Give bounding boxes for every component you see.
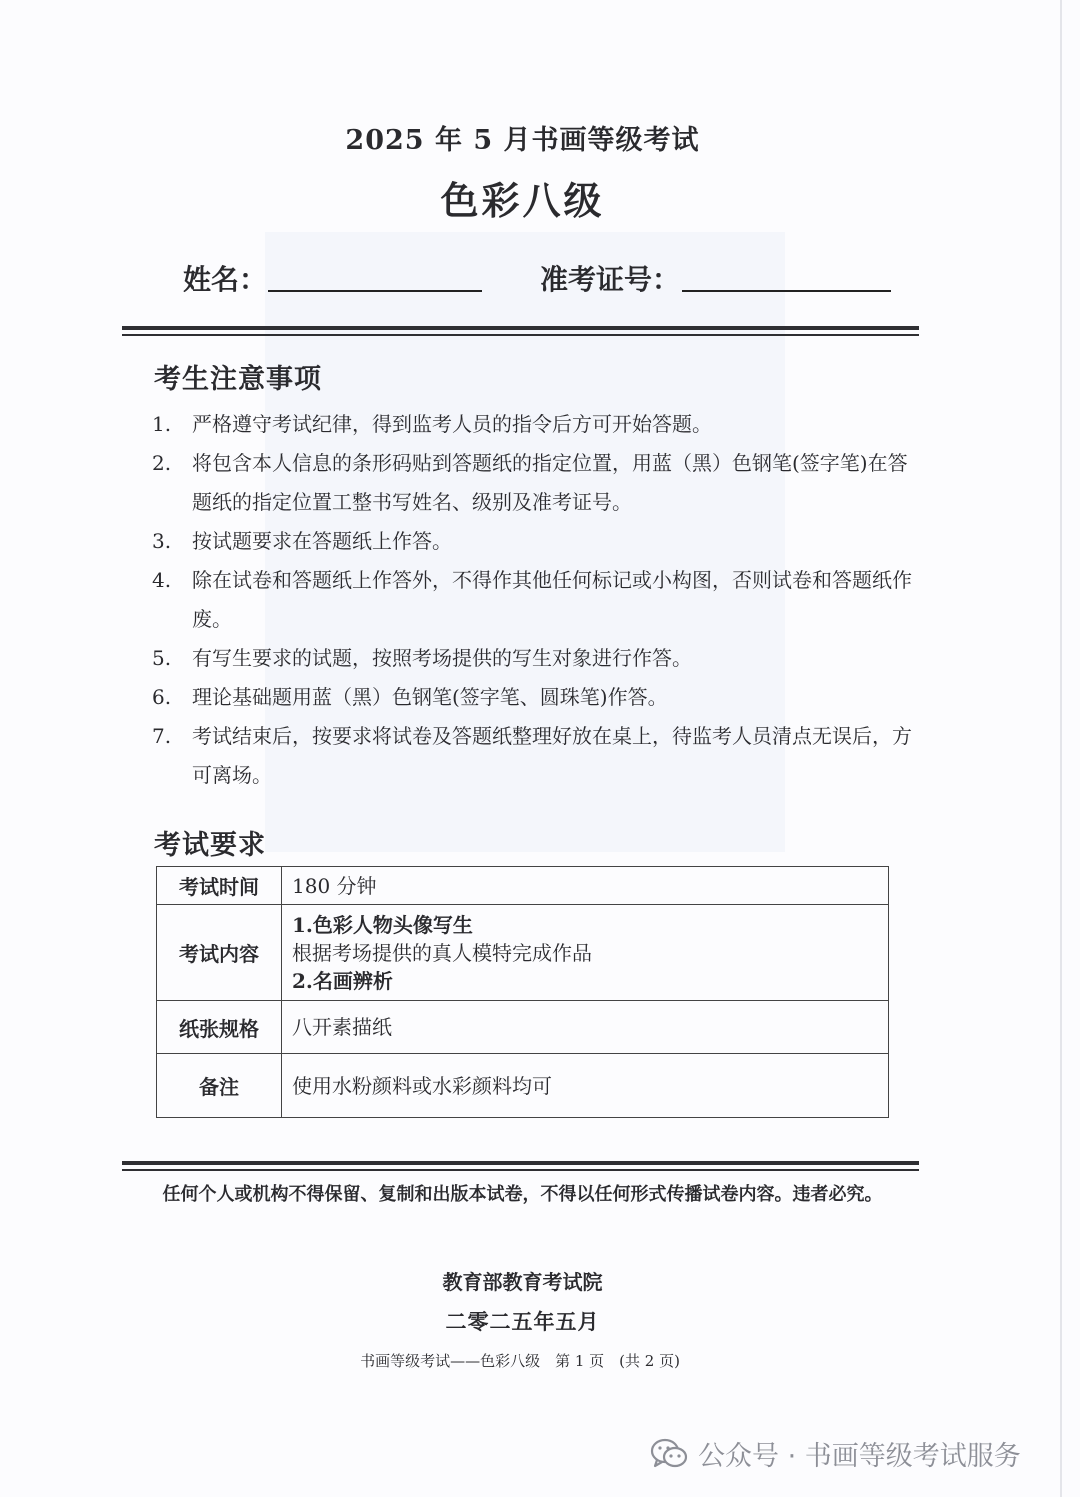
notice-item [152, 717, 912, 795]
notice-item [152, 639, 912, 678]
wechat-watermark [650, 1434, 1021, 1473]
top-divider [122, 326, 919, 336]
page-footer: 书画等级考试——色彩八级 第 1 页 (共 2 页) [360, 1352, 680, 1370]
table-row [157, 1001, 889, 1054]
notices-heading: 考生注意事项 [154, 364, 322, 395]
name-blank[interactable] [268, 290, 482, 292]
notice-number: 3. [152, 529, 172, 553]
notice-text: 按试题要求在答题纸上作答。 [192, 529, 452, 553]
content-item-painting-identification: 2.名画辨析 [292, 968, 393, 993]
notice-item [152, 561, 912, 639]
paper-edge-shadow [1060, 0, 1062, 1497]
notice-number: 5. [152, 646, 172, 670]
exam-time-value: 180 分钟 [282, 867, 889, 905]
requirements-table [156, 866, 889, 1118]
content-item-portrait-desc: 根据考场提供的真人模特完成作品 [292, 940, 592, 965]
watermark-text: 公众号 · 书画等级考试服务 [698, 1441, 1021, 1472]
table-row [157, 867, 889, 905]
notice-text: 有写生要求的试题，按照考场提供的写生对象进行作答。 [192, 646, 692, 670]
issue-date: 二零二五年五月 [445, 1309, 600, 1334]
copyright-notice: 任何个人或机构不得保留、复制和出版本试卷，不得以任何形式传播试卷内容。违者必究。 [162, 1184, 883, 1205]
exam-id-blank[interactable] [682, 290, 891, 292]
content-item-portrait: 1.色彩人物头像写生 [292, 912, 473, 937]
exam-content-key: 考试内容 [157, 905, 282, 1001]
notice-item [152, 405, 912, 444]
issuer: 教育部教育考试院 [442, 1270, 603, 1294]
exam-content-value [282, 905, 889, 1001]
notice-text: 严格遵守考试纪律，得到监考人员的指令后方可开始答题。 [192, 412, 712, 436]
notice-item [152, 444, 912, 522]
table-row [157, 905, 889, 1001]
remarks-key: 备注 [157, 1054, 282, 1118]
bottom-divider [122, 1161, 919, 1171]
exam-title: 2025 年 5 月书画等级考试 [345, 125, 700, 156]
name-label: 姓名： [183, 263, 268, 296]
notice-text: 将包含本人信息的条形码贴到答题纸的指定位置，用蓝（黑）色钢笔(签字笔)在答题纸的指定位置工整书写姓名、级别及准考证号。 [192, 451, 908, 514]
paper-spec-value: 八开素描纸 [282, 1001, 889, 1054]
notice-text: 除在试卷和答题纸上作答外，不得作其他任何标记或小构图，否则试卷和答题纸作废。 [192, 568, 912, 631]
notice-number: 7. [152, 724, 172, 748]
notice-text: 理论基础题用蓝（黑）色钢笔(签字笔、圆珠笔)作答。 [192, 685, 668, 709]
wechat-icon [650, 1438, 688, 1470]
notice-number: 6. [152, 685, 172, 709]
notice-item [152, 522, 912, 561]
remarks-value: 使用水粉颜料或水彩颜料均可 [282, 1054, 889, 1118]
notice-list [152, 405, 912, 795]
requirements-heading: 考试要求 [154, 830, 266, 861]
exam-time-key: 考试时间 [157, 867, 282, 905]
paper-spec-key: 纸张规格 [157, 1001, 282, 1054]
table-row [157, 1054, 889, 1118]
notice-number: 2. [152, 451, 172, 475]
exam-level: 色彩八级 [440, 178, 605, 223]
notice-item [152, 678, 912, 717]
exam-id-label: 准考证号： [540, 263, 681, 296]
notice-number: 1. [152, 412, 172, 436]
notice-number: 4. [152, 568, 172, 592]
notice-text: 考试结束后，按要求将试卷及答题纸整理好放在桌上，待监考人员清点无误后，方可离场。 [192, 724, 912, 787]
